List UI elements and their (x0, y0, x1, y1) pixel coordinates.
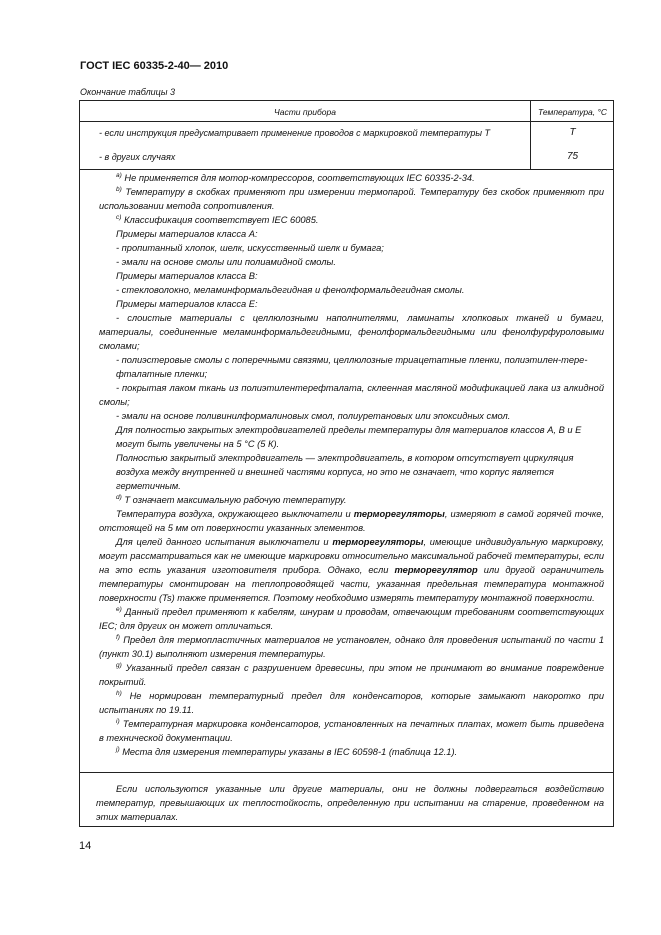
footer-note: Если используются указанные или другие материалы, они не должны подвергаться воздействию температур, превышающих их теплостойкость, определенную при испытании на старение, проведенном на этих материалах. (96, 784, 604, 822)
table-row-temp: T (569, 127, 576, 138)
note-c-text: Классификация соответствует IEC 60085. (121, 215, 319, 225)
note-b (99, 185, 604, 213)
note-a-text: Не применяется для мотор-компрессоров, соответствующих IEC 60335-2-34. (121, 173, 475, 183)
note-d-test-text: или другой ограничитель температуры смонтирован на теплопроводящей части, указанная предельная температура монтажной поверхности (Ts) также применяется. Поэтому необходимо измерять температуру монтажной поверхности. (99, 565, 604, 603)
note-f-mark: f) (116, 634, 120, 641)
note-b-text: Температуру в скобках применяют при измерении термопарой. Температуру без скобок применяют при использовании метода сопротивления. (99, 187, 604, 211)
note-e-mark: e) (116, 606, 122, 613)
term-thermostat: терморегуляторы (353, 509, 445, 519)
column-header-parts: Части прибора (274, 107, 336, 117)
note-f-text: Предел для термопластичных материалов не установлен, однако для проведения испытаний по части 1 (пункт 30.1) выполняют измерения температуры. (99, 635, 604, 659)
table-row-part: - в других случаях (99, 152, 176, 162)
note-j-text: Места для измерения температуры указаны в IEC 60598-1 (таблица 12.1). (119, 747, 458, 757)
class-e-title: Примеры материалов класса Е: (116, 299, 258, 309)
note-i-mark: i) (116, 718, 120, 725)
note-j (99, 745, 604, 759)
note-j-mark: j) (116, 746, 120, 753)
term-thermostat: терморегулятор (394, 565, 478, 575)
closed-motor-definition: Полностью закрытый электродвигатель — электродвигатель, в котором отсутствует циркуляция воздуха между внутренней и внешней частями корпуса, но это не означает, что корпус является герметичным. (116, 453, 574, 491)
page-number: 14 (79, 840, 92, 852)
table-row-temp: 75 (566, 151, 579, 162)
note-c-mark: c) (116, 214, 122, 221)
note-b-mark: b) (116, 186, 122, 193)
note-a-mark: a) (116, 172, 122, 179)
notes-divider (80, 772, 613, 773)
column-header-temperature: Температура, °С (537, 107, 608, 117)
term-thermostat: терморегуляторы (332, 537, 424, 547)
note-h-text: Не нормирован температурный предел для конденсаторов, которые замыкают накоротко при испытаниях по 19.11. (99, 691, 604, 715)
note-h (99, 689, 604, 717)
class-e-item: - покрытая лаком ткань из полиэтилентерефталата, склеенная масляной модификацией лака из алкидной смолы; (99, 383, 604, 407)
note-f (99, 633, 604, 661)
note-d (99, 493, 604, 507)
class-e-item: - слоистые материалы с целлюлозными наполнителями, ламинаты хлопковых тканей и бумаги, материалы, соединенные меламинформальдегидными, фенолформальдегидными или фенолфурфуроловыми смолами; (99, 313, 604, 351)
note-d-air-text: , измеряют в самой горячей точке, отстоящей на 5 мм от поверхности указанных элементов. (99, 509, 604, 533)
note-d-test-text: , имеющие индивидуальную маркировку, могут рассматриваться как не имеющие маркировки относительно максимальной рабочей температуры, если на это есть указания изготовителя прибора. Однако, если (99, 537, 604, 575)
note-d-mark: d) (116, 494, 122, 501)
note-i (99, 717, 604, 745)
note-a (99, 171, 604, 185)
note-e-text: Данный предел применяют к кабелям, шнурам и проводам, отвечающим требованиям соответствующих IEC; для других он может отличаться. (99, 607, 604, 631)
note-d-air (99, 507, 604, 535)
table-caption: Окончание таблицы 3 (80, 87, 175, 97)
header-divider (80, 121, 613, 122)
note-g (99, 661, 604, 689)
class-b-item: - стекловолокно, меламинформальдегидная и фенолформальдегидная смолы. (116, 285, 465, 295)
note-c (99, 213, 604, 227)
note-h-mark: h) (116, 690, 122, 697)
table-row-part: - если инструкция предусматривает применение проводов с маркировкой температуры Т (99, 128, 491, 138)
note-d-text: Т означает максимальную рабочую температуру. (121, 495, 347, 505)
class-a-item: - эмали на основе смолы или полиамидной смолы. (116, 257, 336, 267)
class-a-title: Примеры материалов класса А: (116, 229, 258, 239)
note-d-air-text: Температура воздуха, окружающего выключатели и (116, 509, 354, 519)
note-d-test (99, 535, 604, 605)
note-g-mark: g) (116, 662, 122, 669)
class-e-item: - полиэстеровые смолы с поперечными связями, целлюлозные триацетатные пленки, полиэтилен-тере-фталатные пленки; (116, 355, 588, 379)
class-e-item: - эмали на основе поливинилформалиновых смол, полиуретановых или эпоксидных смол. (116, 411, 511, 421)
table-notes (99, 171, 604, 759)
note-i-text: Температурная маркировка конденсаторов, установленных на печатных платах, может быть приведена в технической документации. (99, 719, 604, 743)
rows-divider (80, 169, 613, 170)
note-d-test-text: Для целей данного испытания выключатели и (116, 537, 333, 547)
class-a-item: - пропитанный хлопок, шелк, искусственный шелк и бумага; (116, 243, 384, 253)
temperature-table (79, 100, 614, 827)
note-g-text: Указанный предел связан с разрушением древесины, при этом не принимают во внимание повреждение покрытий. (99, 663, 604, 687)
note-e (99, 605, 604, 633)
closed-motor-note: Для полностью закрытых электродвигателей пределы температуры для материалов классов А, В и Е могут быть увеличены на 5 °С (5 К). (116, 425, 582, 449)
class-b-title: Примеры материалов класса В: (116, 271, 258, 281)
document-header: ГОСТ IEC 60335-2-40— 2010 (80, 60, 229, 72)
